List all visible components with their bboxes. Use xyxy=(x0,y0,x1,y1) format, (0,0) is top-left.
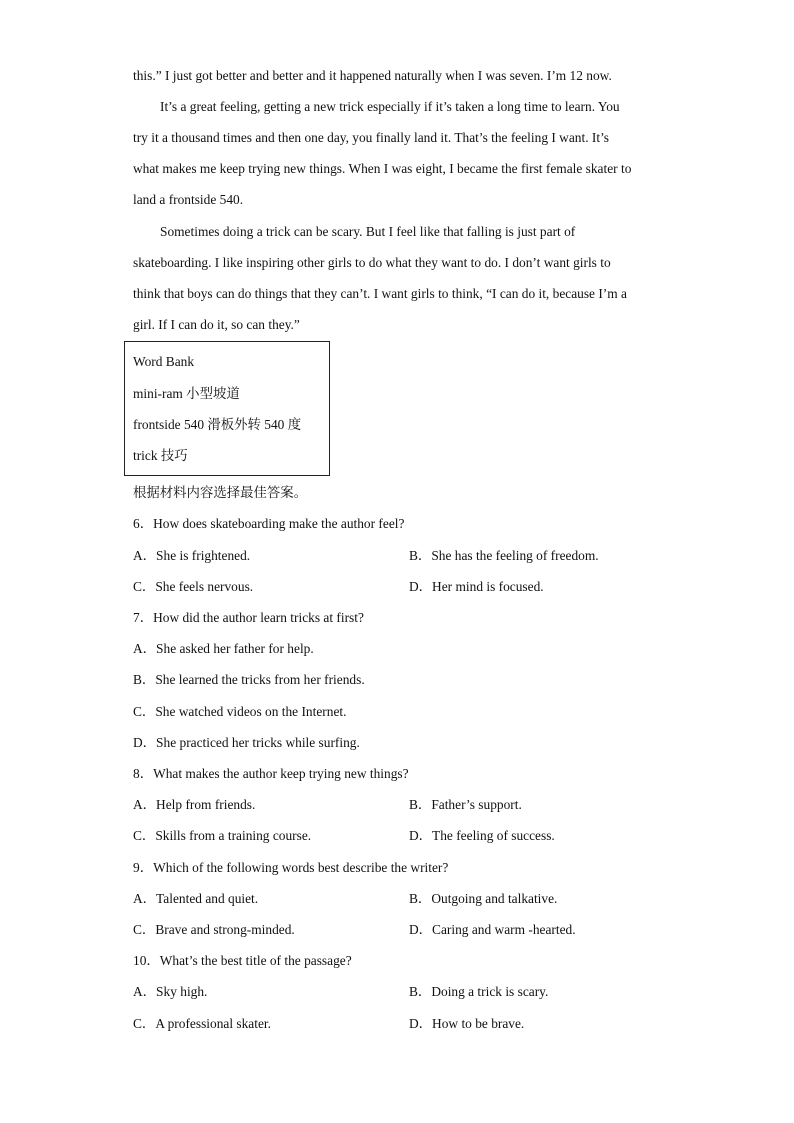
option-c[interactable]: C．She watched videos on the Internet. xyxy=(133,704,347,719)
option-d[interactable]: D．How to be brave. xyxy=(409,1016,525,1031)
passage-line: Sometimes doing a trick can be scary. But I feel like that falling is just part of xyxy=(160,224,576,239)
option-a[interactable]: A．She is frightened. xyxy=(133,548,251,563)
passage-line: think that boys can do things that they can’t. I want girls to think, “I can do it, because I’m a xyxy=(133,286,627,301)
word-bank-entry: frontside 540 滑板外转 540 度 xyxy=(133,417,302,432)
passage-line: land a frontside 540. xyxy=(133,192,244,207)
word-bank-entry: trick 技巧 xyxy=(133,448,188,463)
option-b[interactable]: B．Father’s support. xyxy=(409,797,522,812)
option-c[interactable]: C．Skills from a training course. xyxy=(133,828,312,843)
option-d[interactable]: D．Caring and warm -hearted. xyxy=(409,922,576,937)
option-a[interactable]: A．She asked her father for help. xyxy=(133,641,314,656)
question-stem: 8．What makes the author keep trying new things? xyxy=(133,766,409,781)
passage-line: skateboarding. I like inspiring other girls to do what they want to do. I don’t want girls to xyxy=(133,255,611,270)
option-c[interactable]: C．Brave and strong-minded. xyxy=(133,922,295,937)
option-a[interactable]: A．Talented and quiet. xyxy=(133,891,259,906)
question-stem: 7．How did the author learn tricks at first? xyxy=(133,610,364,625)
option-c[interactable]: C．A professional skater. xyxy=(133,1016,271,1031)
passage-line: girl. If I can do it, so can they.” xyxy=(133,317,300,332)
word-bank-box xyxy=(124,341,330,476)
passage-line: this.” I just got better and better and it happened naturally when I was seven. I’m 12 now. xyxy=(133,68,612,83)
option-c[interactable]: C．She feels nervous. xyxy=(133,579,254,594)
question-stem: 9．Which of the following words best describe the writer? xyxy=(133,860,449,875)
word-bank-title: Word Bank xyxy=(133,354,195,369)
option-b[interactable]: B．Doing a trick is scary. xyxy=(409,984,549,999)
question-stem: 6．How does skateboarding make the author feel? xyxy=(133,516,405,531)
passage-line: what makes me keep trying new things. When I was eight, I became the first female skater to xyxy=(133,161,632,176)
option-b[interactable]: B．She has the feeling of freedom. xyxy=(409,548,599,563)
passage-line: It’s a great feeling, getting a new trick especially if it’s taken a long time to learn. You xyxy=(160,99,620,114)
question-stem: 10．What’s the best title of the passage? xyxy=(133,953,352,968)
option-d[interactable]: D．Her mind is focused. xyxy=(409,579,544,594)
option-a[interactable]: A．Help from friends. xyxy=(133,797,256,812)
option-b[interactable]: B．Outgoing and talkative. xyxy=(409,891,558,906)
option-d[interactable]: D．She practiced her tricks while surfing. xyxy=(133,735,360,750)
word-bank-entry: mini-ram 小型坡道 xyxy=(133,386,240,401)
passage-line: try it a thousand times and then one day, you finally land it. That’s the feeling I want. It’s xyxy=(133,130,610,145)
option-a[interactable]: A．Sky high. xyxy=(133,984,208,999)
option-d[interactable]: D．The feeling of success. xyxy=(409,828,555,843)
option-b[interactable]: B．She learned the tricks from her friends. xyxy=(133,672,365,687)
instruction-text: 根据材料内容选择最佳答案。 xyxy=(133,485,308,500)
